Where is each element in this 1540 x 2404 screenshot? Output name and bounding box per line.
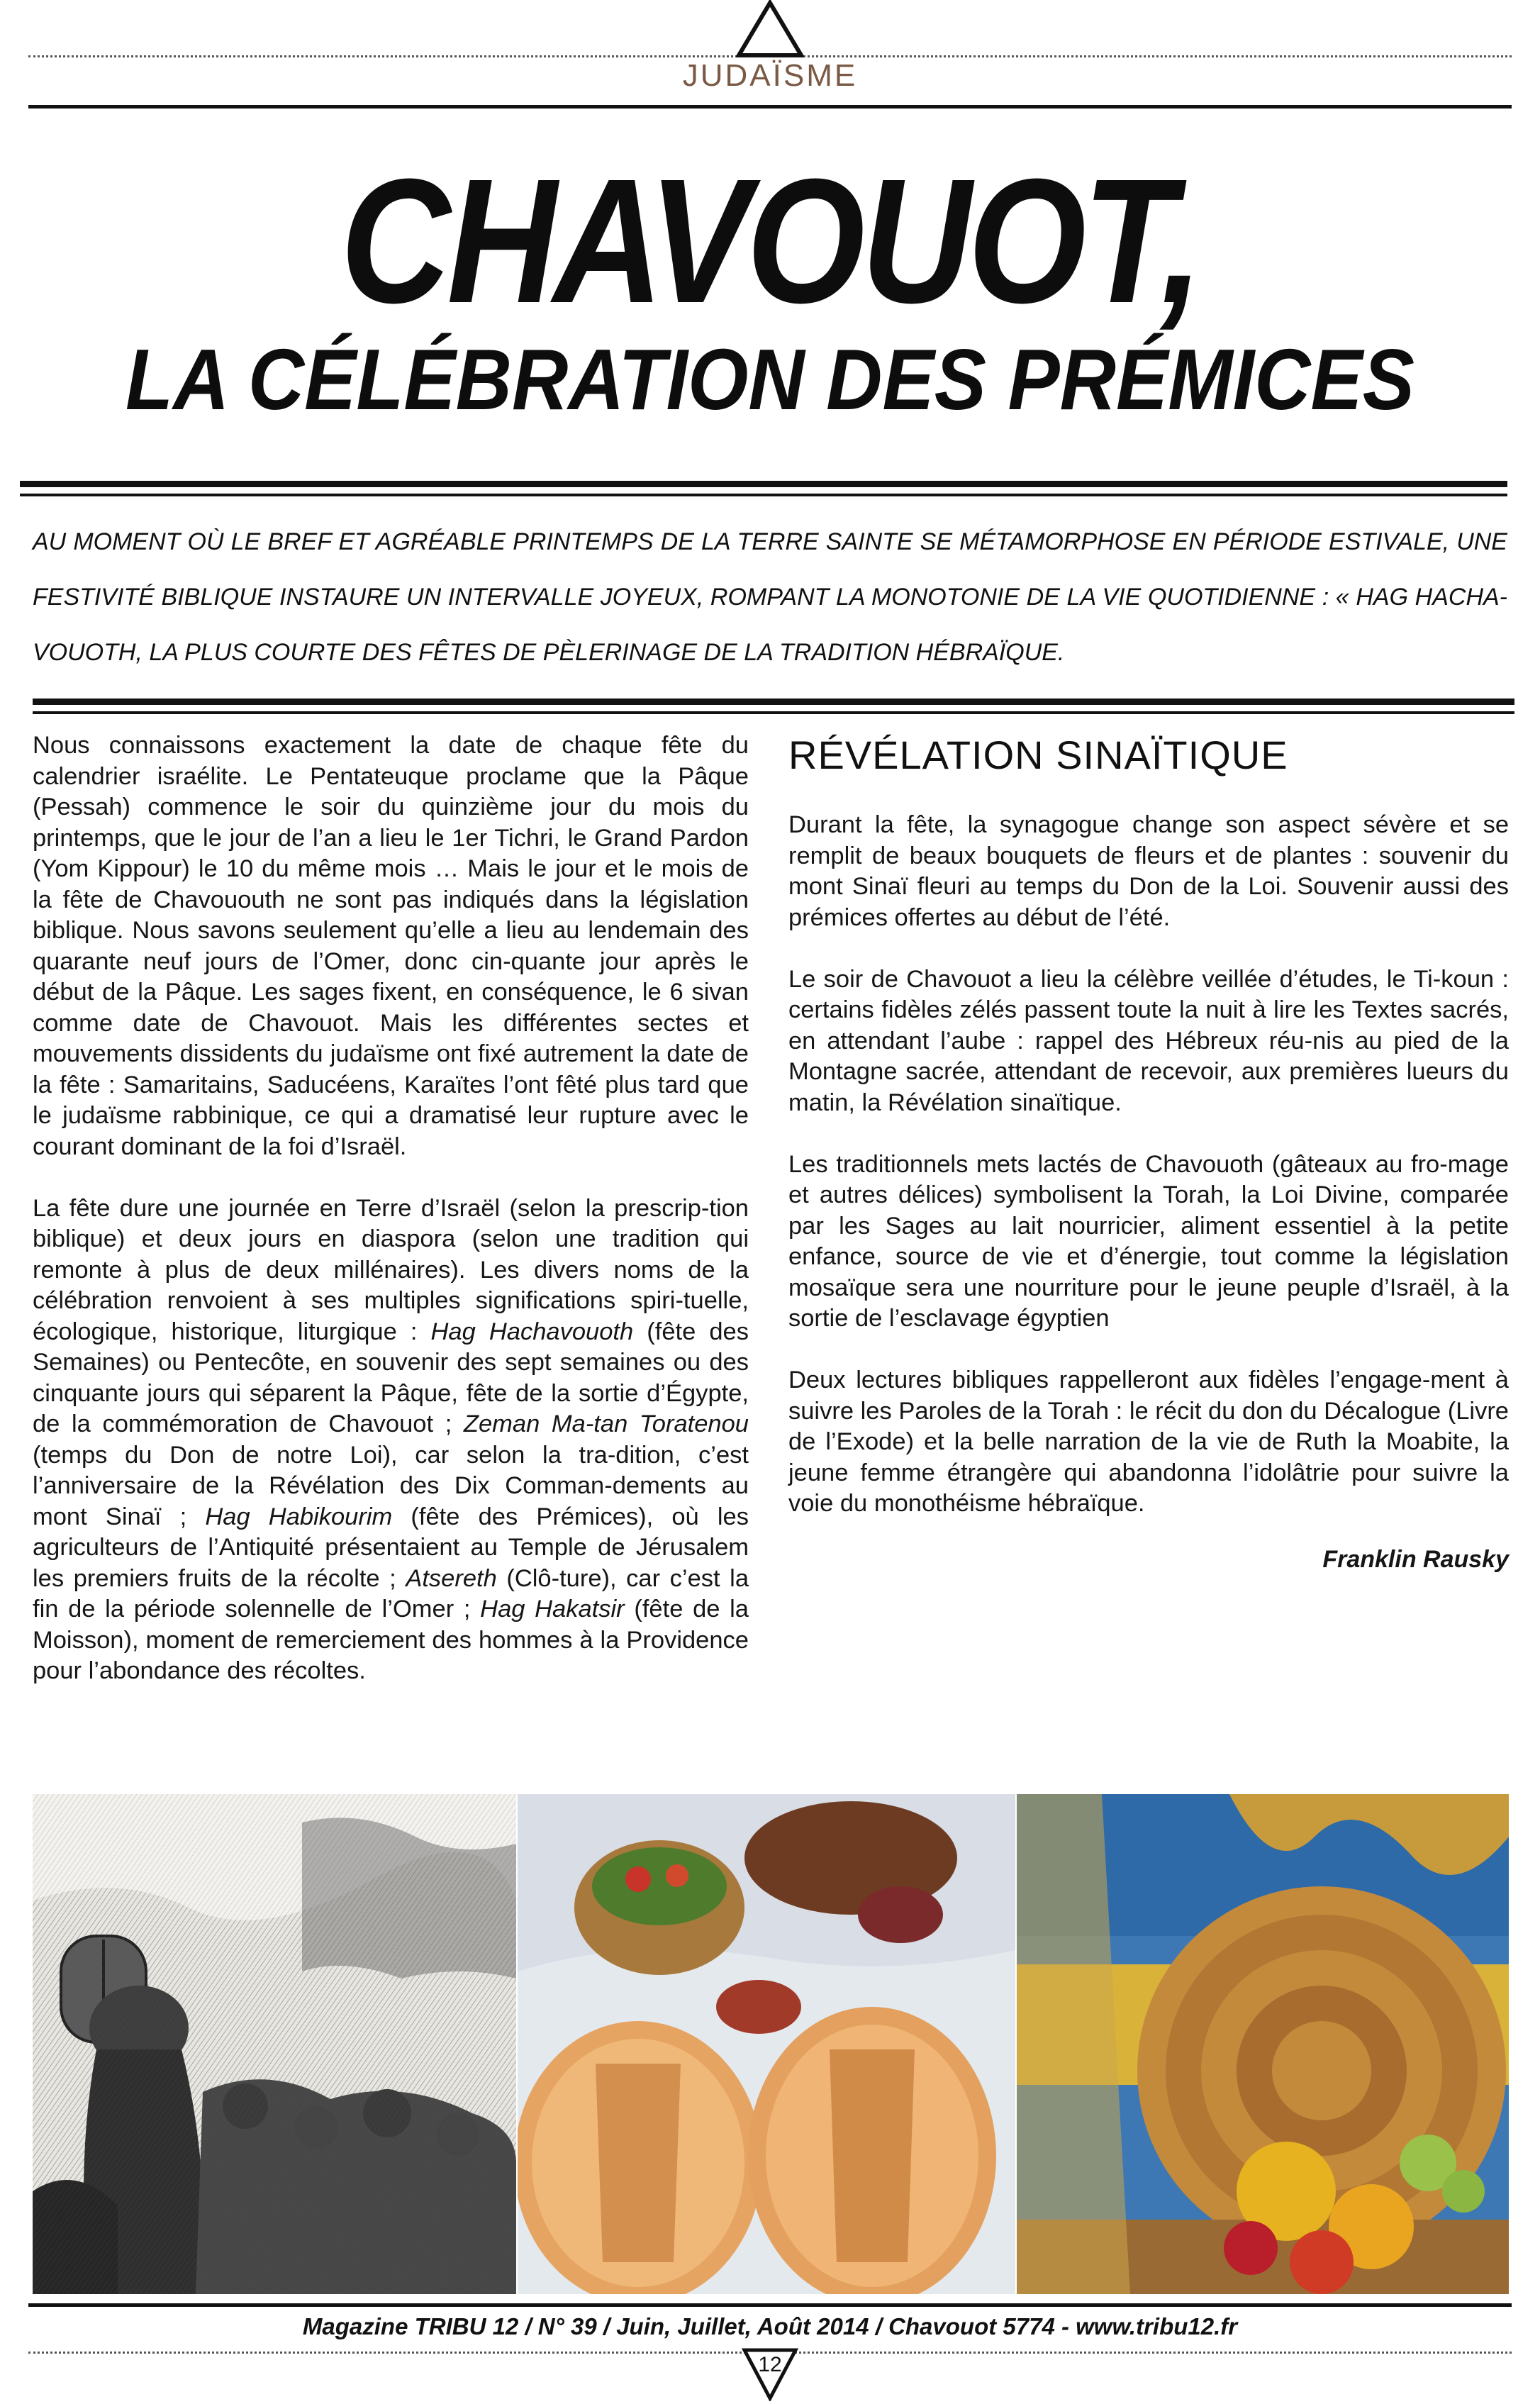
header-triangle-ornament (736, 0, 804, 58)
text-run: (fête des Semaines) ou Pentecôte, en souvenir des sept semaines ou des cinquante jours qui séparent la Pâque, fête de la sortie d’Égypte, de la commémoration de Chavouot ; (33, 1318, 749, 1437)
article-title: CHAVOUOT, (340, 142, 1200, 340)
author-signature: Franklin Rausky (1322, 1546, 1509, 1573)
festival-name: Atsereth (406, 1564, 497, 1592)
engraving-moses-image (33, 1794, 516, 2294)
intro-lede: AU MOMENT OÙ LE BREF ET AGRÉABLE PRINTEMPS DE LA TERRE SAINTE SE MÉTAMORPHOSE EN PÉRIODE ESTIVALE, UNE FESTIVITÉ BIBLIQUE INSTAURE UN INTERVALLE JOYEUX, ROMPANT LA MONOTONIE DE LA VIE QUOTIDIENNE : « HAG HACHA-VOUOTH, LA PLUS COURTE DES FÊTES DE PÈLERINAGE DE LA TRADITION HÉBRAÏQUE. (33, 528, 1507, 666)
right-paragraph-4: Deux lectures bibliques rappelleront aux fidèles l’engage-ment à suivre les Paroles de la Torah : le récit du don du Décalogue (Livre de l’Exode) et la belle narration de la vie de Ruth la Moabite, la jeune femme étrangère qui abandonna l’idolâtrie pour suivre la voie du monothéisme hébraïque. (788, 1367, 1509, 1517)
text-run: (fête de la Moisson), moment de remerciement des hommes à la Providence pour l’abondance des récoltes. (33, 1596, 749, 1684)
section-heading: RÉVÉLATION SINAÏTIQUE (788, 733, 1288, 777)
festival-name: Hag Habikourim (205, 1503, 393, 1530)
title-rule-thick (20, 481, 1507, 487)
text-run: (Clô-ture), car c’est la fin de la période solennelle de l’Omer ; (33, 1564, 749, 1623)
right-paragraph-3: Les traditionnels mets lactés de Chavouoth (gâteaux au fro-mage et autres délices) symbolisent la Torah, la Loi Divine, comparée par les Sages au lait nourricier, aliment essentiel à la petite enfance, source de vie et d’énergie, tout comme la législation mosaïque sera une nourriture pour le jeune peuple d’Israël, à la sortie de l’esclavage égyptien (788, 1150, 1509, 1332)
footer-rule (28, 2303, 1512, 2307)
section-label: JUDAÏSME (682, 58, 858, 93)
intro-rule-thin (33, 711, 1514, 714)
header-rule (28, 105, 1512, 108)
left-paragraph-1: Nous connaissons exactement la date de chaque fête du calendrier israélite. Le Pentateuque proclame que la Pâque (Pessah) commence le soir du quinzième jour du mois du printemps, que le jour de l’an a lieu le 1er Tichri, le Grand Pardon (Yom Kippour) le 10 du même mois … Mais le jour et le mois de la fête de Chavououth ne sont pas indiqués dans la législation biblique. Nous savons seulement qu’elle a lieu au lendemain des quarante neuf jours de l’Omer, donc cin-quante jour après le début de la Pâque. Les sages fixent, en conséquence, le 6 sivan comme date de Chavouot. Mais les différentes sectes et mouvements dissidents du judaïsme ont fixé autrement la date de la fête : Samaritains, Saducéens, Karaïtes l’ont fêté plus tard que le judaïsme rabbinique, ce qui a dramatisé leur rupture avec le courant dominant de la foi d’Israël. (33, 732, 749, 1160)
left-column (33, 730, 749, 1718)
festival-name: Hag Hakatsir (480, 1596, 625, 1623)
intro-rule-thick (33, 699, 1514, 705)
right-column (788, 730, 1509, 1576)
text-run: La fête dure une journée en Terre d’Israël (selon la prescrip-tion biblique) et deux jours en diaspora (selon une tradition qui remonte à plus de deux millénaires). Les divers noms de la célébration renvoient à ses multiples significations spiri-tuelle, écologique, historique, liturgique : (33, 1194, 749, 1345)
left-paragraph-2 (33, 1193, 749, 1687)
text-run: (fête des Prémices), où les agriculteurs de l’Antiquité présentaient au Temple de Jérusalem les premiers fruits de la récolte ; (33, 1503, 749, 1592)
page-number: 12 (758, 2353, 782, 2376)
text-run: (temps du Don de notre Loi), car selon la tra-dition, c’est l’anniversaire de la Révélation des Dix Comman-dements au mont Sinaï ; (33, 1441, 749, 1530)
title-rule-thin (20, 494, 1507, 496)
right-paragraph-1: Durant la fête, la synagogue change son aspect sévère et se remplit de beaux bouquets de fleurs et de plantes : souvenir du mont Sinaï fleuri au temps du Don de la Loi. Souvenir aussi des prémices offertes au début de l’été. (788, 811, 1509, 931)
dairy-pastries-image (518, 1794, 1015, 2294)
festival-name: Zeman Ma-tan Toratenou (463, 1410, 749, 1437)
festival-name: Hag Hachavouoth (430, 1318, 634, 1345)
article-subtitle: LA CÉLÉBRATION DES PRÉMICES (125, 331, 1415, 428)
right-paragraph-2: Le soir de Chavouot a lieu la célèbre veillée d’études, le Ti-koun : certains fidèles zélés passent toute la nuit à lire les Textes sacrés, en attendant l’aube : rappel des Hébreux réu-nis au pied de la Montagne sacrée, attendant de recevoir, aux premières lueurs du matin, la Révélation sinaïtique. (788, 965, 1509, 1116)
harvest-basket-image (1017, 1794, 1509, 2294)
footer-citation: Magazine TRIBU 12 / N° 39 / Juin, Juillet, Août 2014 / Chavouot 5774 - www.tribu12.fr (302, 2313, 1238, 2339)
